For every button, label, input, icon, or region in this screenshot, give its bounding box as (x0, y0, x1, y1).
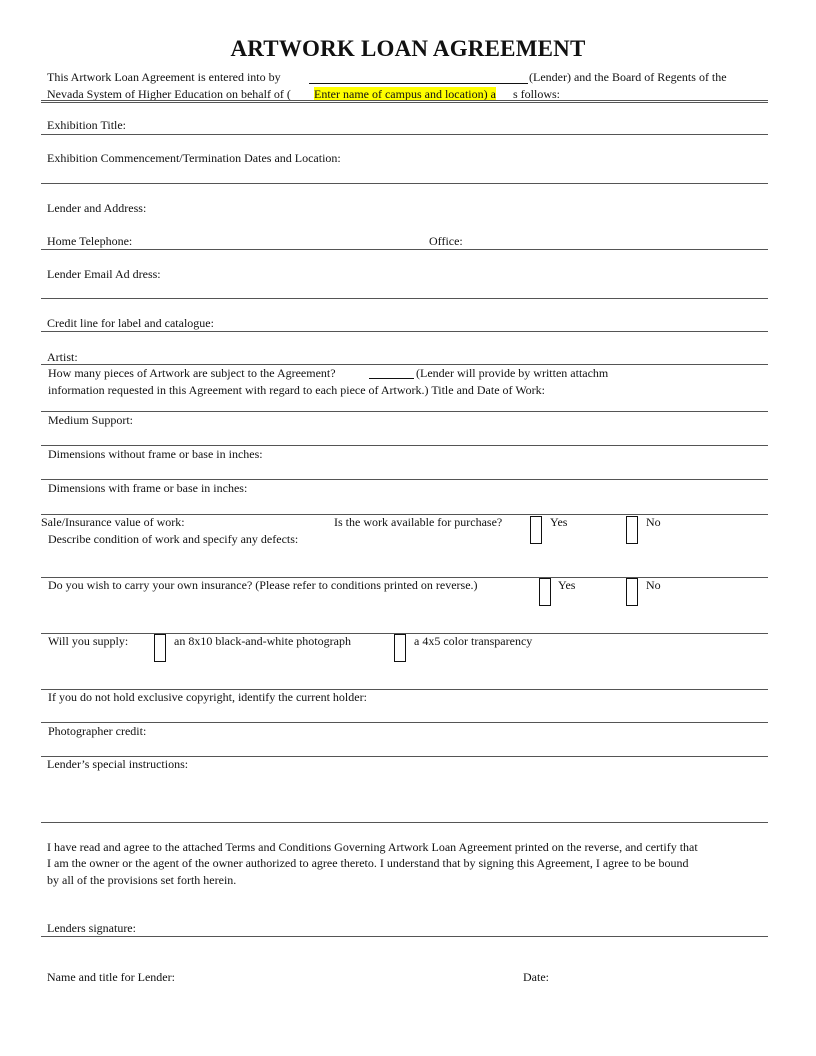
artist-line[interactable] (41, 364, 768, 365)
agreement-text-1: I have read and agree to the attached Terms and Conditions Governing Artwork Loan Agreement printed on the reverse, and certify that (47, 840, 698, 854)
agreement-text-3: by all of the provisions set forth herein. (47, 873, 237, 887)
pieces-question-b: (Lender will provide by written attachm (416, 366, 609, 380)
agreement-text-2: I am the owner or the agent of the owner authorized to agree thereto. I understand that by signing this Agreement, I agree to be bound (47, 856, 689, 870)
intro-text-1a: This Artwork Loan Agreement is entered into by (47, 70, 281, 84)
pieces-count-blank[interactable] (369, 378, 414, 379)
lender-name-blank[interactable] (309, 83, 528, 84)
exhibition-title-line[interactable] (41, 134, 768, 135)
special-instructions-line[interactable] (41, 822, 768, 823)
available-question: Is the work available for purchase? (334, 515, 503, 529)
campus-location-placeholder[interactable]: Enter name of campus and location) a (314, 87, 496, 101)
intro-text-1b: (Lender) and the Board of Regents of the (529, 70, 727, 84)
supply-photo-label: an 8x10 black-and-white photograph (174, 634, 351, 648)
medium-support-label: Medium Support: (48, 413, 134, 427)
exhibition-title-label: Exhibition Title: (47, 118, 127, 132)
credit-line-line[interactable] (41, 331, 768, 332)
available-no-checkbox[interactable] (626, 516, 638, 544)
intro-text-2a: Nevada System of Higher Education on behalf of ( (47, 87, 291, 101)
exhibition-dates-label: Exhibition Commencement/Termination Dates and Location: (47, 151, 341, 165)
available-yes-label: Yes (550, 515, 568, 529)
condition-label: Describe condition of work and specify any defects: (48, 532, 299, 546)
dim-without-line[interactable] (41, 479, 768, 480)
insurance-yes-label: Yes (558, 578, 576, 592)
exhibition-dates-line[interactable] (41, 183, 768, 184)
supply-transparency-checkbox[interactable] (394, 634, 406, 662)
supply-label: Will you supply: (48, 634, 129, 648)
document-title: ARTWORK LOAN AGREEMENT (230, 36, 586, 61)
home-telephone-label: Home Telephone: (47, 234, 133, 248)
lender-address-label: Lender and Address: (47, 201, 147, 215)
photographer-credit-label: Photographer credit: (48, 724, 147, 738)
name-title-label: Name and title for Lender: (47, 970, 175, 984)
telephone-line[interactable] (41, 249, 768, 250)
insurance-no-label: No (646, 578, 661, 592)
dim-without-label: Dimensions without frame or base in inches: (48, 447, 263, 461)
sale-value-label: Sale/Insurance value of work: (41, 515, 185, 529)
copyright-line[interactable] (41, 722, 768, 723)
title-date-line[interactable] (41, 411, 768, 412)
credit-line-label: Credit line for label and catalogue: (47, 316, 214, 330)
pieces-question-a: How many pieces of Artwork are subject to the Agreement? (48, 366, 336, 380)
special-instructions-label: Lender’s special instructions: (47, 757, 189, 771)
pieces-question-line2: information requested in this Agreement with regard to each piece of Artwork.) Title and Date of Work: (48, 383, 546, 397)
date-label: Date: (523, 970, 549, 984)
supply-transparency-label: a 4x5 color transparency (414, 634, 533, 648)
insurance-question: Do you wish to carry your own insurance? (Please refer to conditions printed on reverse.) (48, 578, 478, 592)
copyright-label: If you do not hold exclusive copyright, identify the current holder: (48, 690, 367, 704)
lender-email-line[interactable] (41, 298, 768, 299)
signature-line[interactable] (41, 936, 768, 937)
medium-support-line[interactable] (41, 445, 768, 446)
artist-label: Artist: (47, 350, 78, 364)
insurance-yes-checkbox[interactable] (539, 578, 551, 606)
office-label: Office: (429, 234, 463, 248)
lender-email-label: Lender Email Ad dress: (47, 267, 161, 281)
available-yes-checkbox[interactable] (530, 516, 542, 544)
available-no-label: No (646, 515, 661, 529)
intro-divider (41, 100, 768, 103)
signature-label: Lenders signature: (47, 921, 136, 935)
insurance-no-checkbox[interactable] (626, 578, 638, 606)
dim-with-label: Dimensions with frame or base in inches: (48, 481, 248, 495)
supply-photo-checkbox[interactable] (154, 634, 166, 662)
intro-text-2b: s follows: (513, 87, 561, 101)
